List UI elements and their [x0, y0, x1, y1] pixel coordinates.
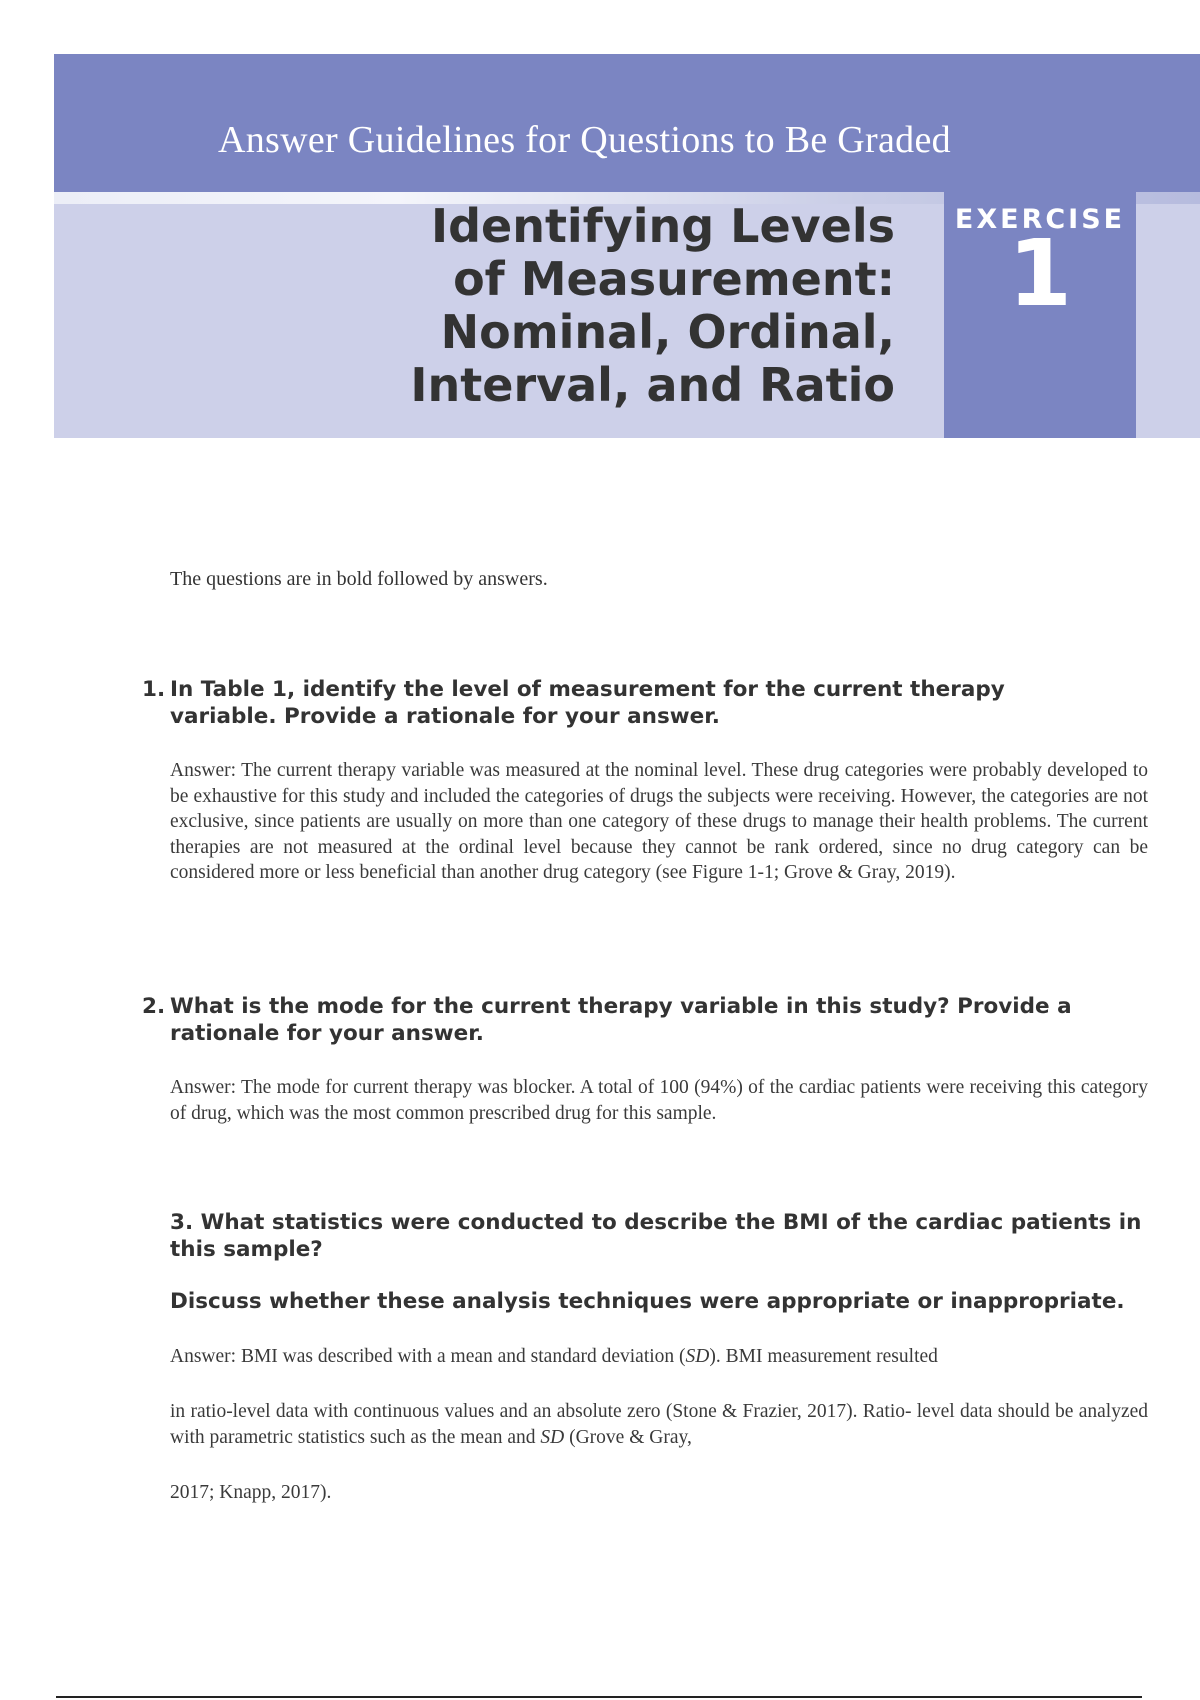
question-number: 2.	[142, 994, 166, 1019]
question-text: What is the mode for the current therapy variable in this study? Provide a rationale for your answer.	[170, 994, 1072, 1046]
exercise-number: 1	[1007, 220, 1072, 327]
answer-3-citation: 2017; Knapp, 2017).	[170, 1482, 332, 1503]
question-3	[170, 1209, 1150, 1263]
question-number: 1.	[142, 677, 166, 702]
exercise-title-line: Interval, and Ratio	[410, 358, 895, 412]
question-3-discussion: Discuss whether these analysis techniques were appropriate or inappropriate.	[170, 1289, 1125, 1314]
question-2	[142, 993, 1170, 1047]
bottom-rule	[56, 1696, 1142, 1698]
exercise-badge	[944, 192, 1136, 438]
answer-2: Answer: The mode for current therapy was blocker. A total of 100 (94%) of the cardiac patients were receiving this category of drug, which was the most common prescribed drug for this sample.	[170, 1077, 1148, 1124]
question-text: What statistics were conducted to describe the BMI of the cardiac patients in this sample?	[170, 1210, 1142, 1262]
answer-1: Answer: The current therapy variable was measured at the nominal level. These drug categories were probably developed to be exhaustive for this study and included the categories of drugs the subjects were receiving. However, the categories are not exclusive, since patients are usually on more than one category of these drugs to manage their health problems. The current therapies are not measured at the ordinal level because they cannot be rank ordered, since no drug category can be considered more or less beneficial than another drug category (see Figure 1-1; Grove & Gray, 2019).	[170, 760, 1148, 884]
exercise-title	[335, 200, 895, 412]
intro-text: The questions are in bold followed by answers.	[170, 568, 548, 590]
exercise-label: EXERCISE	[954, 204, 1126, 235]
exercise-title-line: Identifying Levels	[430, 199, 895, 253]
banner-title: Answer Guidelines for Questions to Be Graded	[218, 119, 951, 161]
question-1	[142, 676, 1110, 730]
exercise-title-line: of Measurement:	[453, 252, 895, 306]
answer-3-line-1: Answer: BMI was described with a mean and standard deviation (SD). BMI measurement resulted	[170, 1346, 938, 1367]
question-number: 3.	[170, 1210, 194, 1235]
question-text: In Table 1, identify the level of measurement for the current therapy variable. Provide a rationale for your answer.	[170, 677, 1005, 729]
answer-3-paragraph: in ratio-level data with continuous values and an absolute zero (Stone & Frazier, 2017). Ratio- level data should be analyzed with parametric statistics such as the mean and SD (Grove & Gray,	[170, 1401, 1148, 1448]
exercise-title-line: Nominal, Ordinal,	[440, 305, 895, 359]
